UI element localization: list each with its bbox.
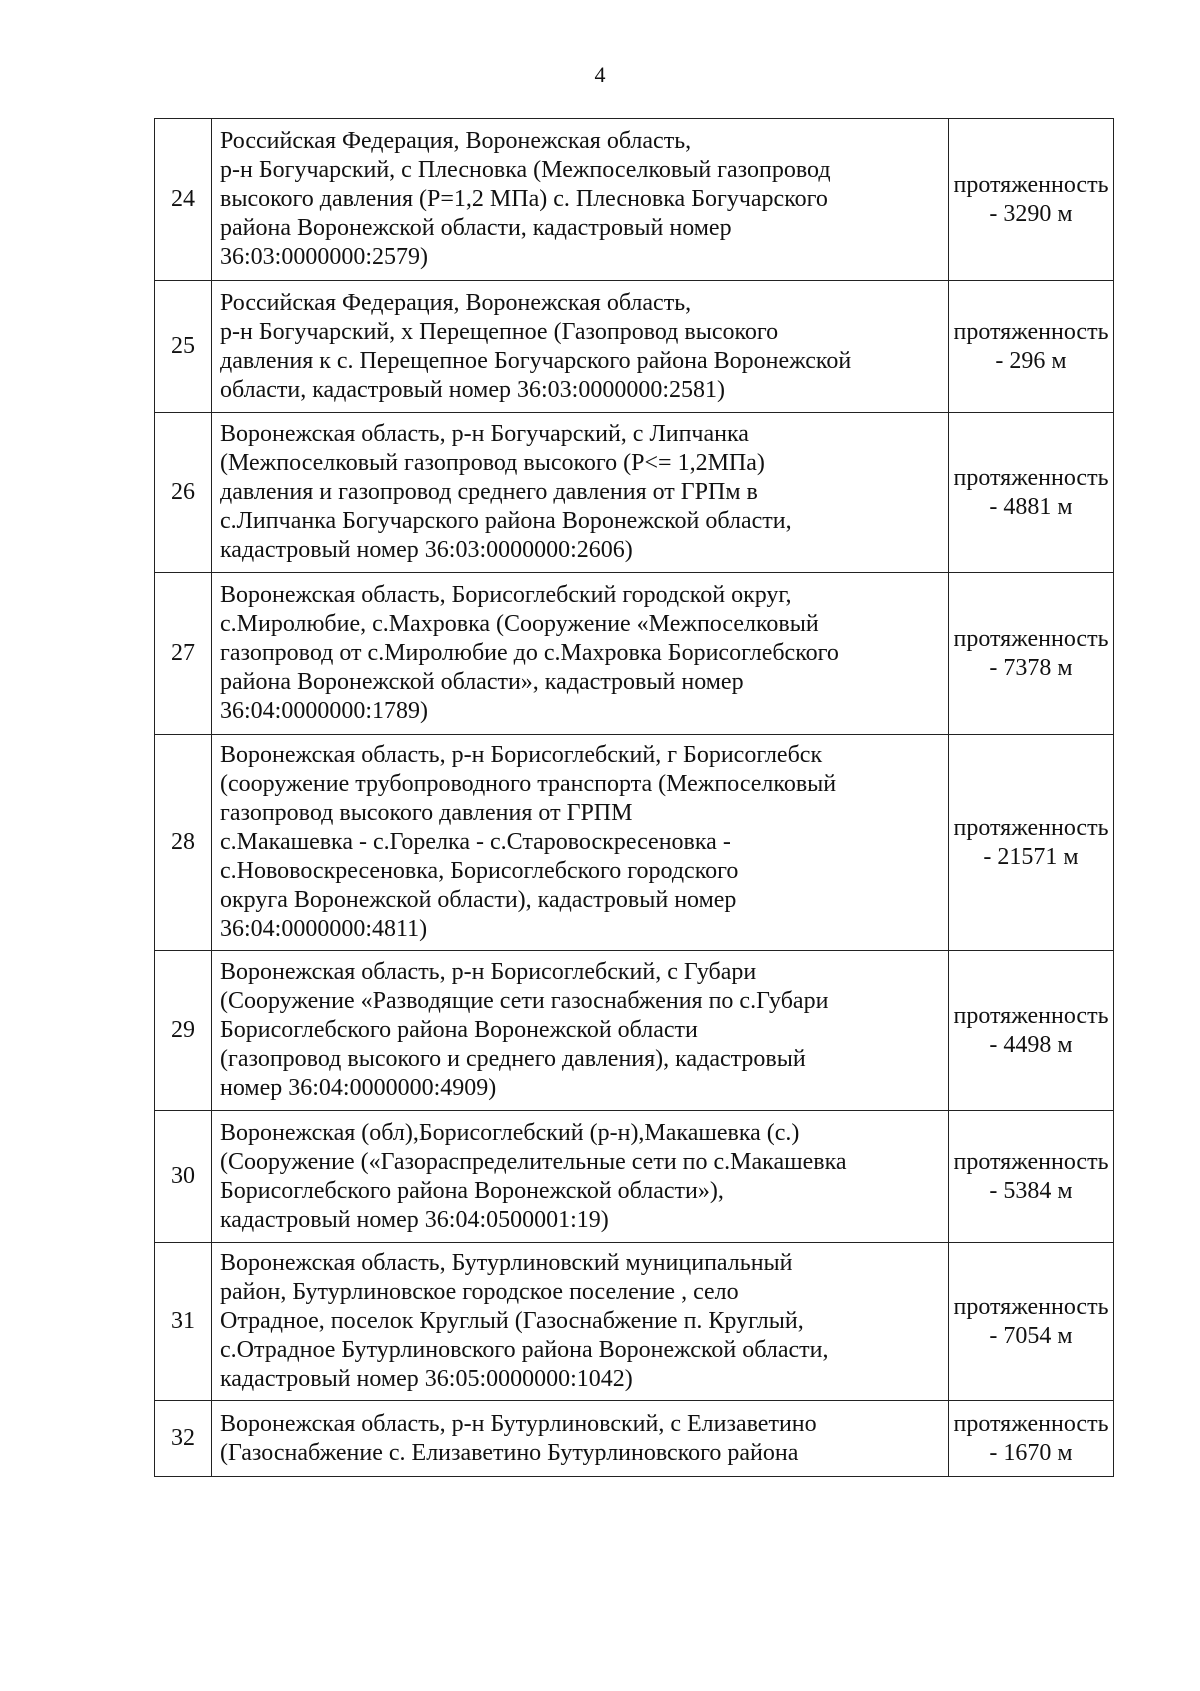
- row-number: 25: [155, 281, 212, 413]
- table-row: [155, 1401, 1114, 1477]
- length-value: - 7378 м: [989, 654, 1073, 681]
- page-number: 4: [594, 62, 606, 87]
- register-table: [154, 118, 1114, 1477]
- length-label: протяженность: [953, 171, 1109, 198]
- length-value: - 5384 м: [989, 1177, 1073, 1204]
- description-line: Воронежская область, Бутурлиновский муниципальный: [220, 1250, 793, 1276]
- row-number: 28: [155, 735, 212, 951]
- description-line: (Сооружение «Разводящие сети газоснабжения по с.Губари: [220, 988, 829, 1014]
- description-line: (Газоснабжение с. Елизаветино Бутурлиновского района: [220, 1439, 799, 1466]
- description-line: (Сооружение («Газораспределительные сети по с.Макашевка: [220, 1148, 847, 1175]
- description-line: Российская Федерация, Воронежская область,: [220, 289, 692, 316]
- description-line: с.Отрадное Бутурлиновского района Воронежской области,: [220, 1337, 829, 1363]
- row-description: [212, 1111, 949, 1243]
- length-value: - 3290 м: [989, 200, 1073, 227]
- description-line: района Воронежской области», кадастровый номер: [220, 669, 744, 695]
- description-line: Воронежская область, Борисоглебский городской округ,: [220, 582, 792, 608]
- length-label: протяженность: [953, 1410, 1109, 1437]
- row-description: [212, 281, 949, 413]
- description-line: газопровод от с.Миролюбие до с.Махровка Борисоглебского: [220, 640, 839, 666]
- description-line: район, Бутурлиновское городское поселение , село: [220, 1279, 739, 1305]
- row-description: [212, 1401, 949, 1477]
- register-table-body: [155, 119, 1114, 1477]
- row-number: 29: [155, 951, 212, 1111]
- description-line: 36:03:0000000:2579): [220, 244, 428, 270]
- table-row: [155, 573, 1114, 735]
- length-label: протяженность: [953, 464, 1109, 491]
- table-row: [155, 281, 1114, 413]
- description-line: р-н Богучарский, с Плесновка (Межпоселковый газопровод: [220, 157, 831, 183]
- length-value: - 21571 м: [983, 843, 1079, 870]
- description-line: с.Нововоскресеновка, Борисоглебского городского: [220, 858, 739, 884]
- row-length: [949, 573, 1114, 735]
- row-length: [949, 1243, 1114, 1401]
- table-row: [155, 413, 1114, 573]
- description-line: номер 36:04:0000000:4909): [220, 1075, 497, 1101]
- row-description: [212, 951, 949, 1111]
- table-row: [155, 119, 1114, 281]
- description-line: округа Воронежской области), кадастровый номер: [220, 887, 737, 913]
- row-length: [949, 951, 1114, 1111]
- description-line: давления к с. Перещепное Богучарского района Воронежской: [220, 347, 852, 374]
- length-label: протяженность: [953, 1148, 1109, 1175]
- description-line: 36:04:0000000:4811): [220, 916, 428, 942]
- description-line: Воронежская область, р-н Борисоглебский, с Губари: [220, 959, 757, 985]
- description-line: Воронежская область, р-н Бутурлиновский, с Елизаветино: [220, 1410, 817, 1437]
- description-line: Отрадное, поселок Круглый (Газоснабжение п. Круглый,: [220, 1308, 804, 1334]
- description-line: (Межпоселковый газопровод высокого (Р<= 1,2МПа): [220, 450, 765, 476]
- description-line: высокого давления (Р=1,2 МПа) с. Плесновка Богучарского: [220, 186, 828, 212]
- length-label: протяженность: [953, 318, 1109, 345]
- length-value: - 296 м: [995, 347, 1067, 374]
- description-line: Борисоглебского района Воронежской области»),: [220, 1177, 724, 1204]
- description-line: (газопровод высокого и среднего давления), кадастровый: [220, 1046, 806, 1072]
- row-length: [949, 413, 1114, 573]
- row-length: [949, 1401, 1114, 1477]
- row-number: 27: [155, 573, 212, 735]
- length-value: - 4498 м: [989, 1031, 1073, 1058]
- length-value: - 1670 м: [989, 1439, 1073, 1466]
- row-number: 24: [155, 119, 212, 281]
- row-description: [212, 573, 949, 735]
- length-label: протяженность: [953, 1002, 1109, 1029]
- length-label: протяженность: [953, 625, 1109, 652]
- row-number: 31: [155, 1243, 212, 1401]
- description-line: р-н Богучарский, х Перещепное (Газопровод высокого: [220, 318, 779, 345]
- description-line: Воронежская область, р-н Борисоглебский, г Борисоглебск: [220, 742, 823, 768]
- row-description: [212, 735, 949, 951]
- row-description: [212, 119, 949, 281]
- row-number: 32: [155, 1401, 212, 1477]
- row-number: 30: [155, 1111, 212, 1243]
- row-number: 26: [155, 413, 212, 573]
- description-line: 36:04:0000000:1789): [220, 698, 428, 724]
- row-description: [212, 1243, 949, 1401]
- table-row: [155, 951, 1114, 1111]
- row-length: [949, 281, 1114, 413]
- description-line: Воронежская (обл),Борисоглебский (р-н),Макашевка (с.): [220, 1119, 800, 1146]
- description-line: с.Миролюбие, с.Махровка (Сооружение «Межпоселковый: [220, 611, 819, 637]
- description-line: района Воронежской области, кадастровый номер: [220, 215, 732, 241]
- description-line: с.Макашевка - с.Горелка - с.Старовоскресеновка -: [220, 829, 731, 855]
- description-line: газопровод высокого давления от ГРПМ: [220, 800, 633, 826]
- description-line: (сооружение трубопроводного транспорта (Межпоселковый: [220, 771, 837, 797]
- length-value: - 7054 м: [989, 1322, 1073, 1349]
- length-label: протяженность: [953, 1293, 1109, 1320]
- row-length: [949, 1111, 1114, 1243]
- row-length: [949, 119, 1114, 281]
- description-line: Российская Федерация, Воронежская область,: [220, 128, 692, 154]
- description-line: кадастровый номер 36:05:0000000:1042): [220, 1366, 633, 1392]
- description-line: с.Липчанка Богучарского района Воронежской области,: [220, 508, 792, 534]
- table-row: [155, 735, 1114, 951]
- row-length: [949, 735, 1114, 951]
- description-line: кадастровый номер 36:04:0500001:19): [220, 1206, 609, 1233]
- length-value: - 4881 м: [989, 493, 1073, 520]
- length-label: протяженность: [953, 814, 1109, 841]
- table-row: [155, 1243, 1114, 1401]
- description-line: Воронежская область, р-н Богучарский, с Липчанка: [220, 421, 749, 447]
- description-line: области, кадастровый номер 36:03:0000000:2581): [220, 376, 725, 403]
- table-row: [155, 1111, 1114, 1243]
- description-line: Борисоглебского района Воронежской области: [220, 1017, 698, 1043]
- description-line: кадастровый номер 36:03:0000000:2606): [220, 537, 633, 563]
- row-description: [212, 413, 949, 573]
- description-line: давления и газопровод среднего давления от ГРПм в: [220, 479, 758, 505]
